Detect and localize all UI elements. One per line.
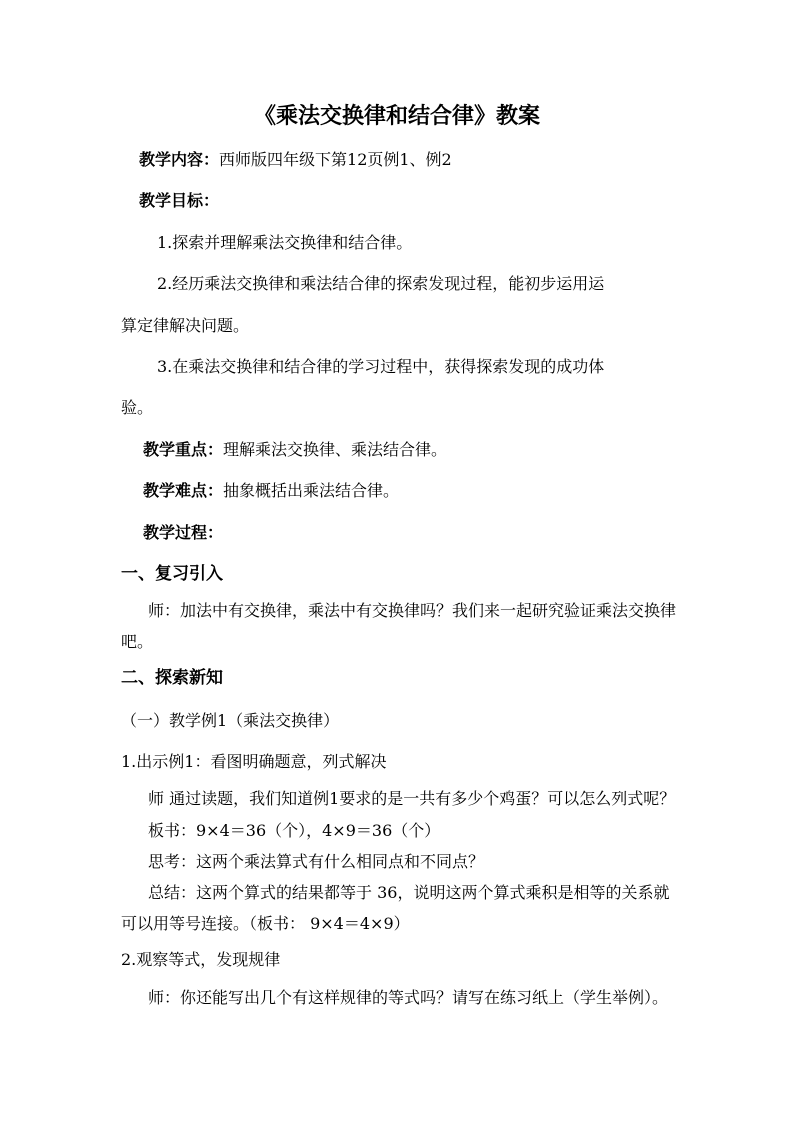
process-label: 教学过程： (143, 523, 224, 542)
difficulty-label: 教学难点： (143, 481, 224, 500)
objective-item-2-line-2: 算定律解决问题。 (121, 316, 250, 335)
objective-item-1: 1.探索并理解乘法交换律和结合律。 (157, 233, 413, 252)
objectives-label: 教学目标： (139, 191, 220, 210)
summary-line-1: 总结：这两个算式的结果都等于 36，说明这两个算式乘积是相等的关系就 (148, 883, 670, 902)
objective-item-2-line-1: 2.经历乘法交换律和乘法结合律的探索发现过程，能初步运用运 (157, 274, 605, 293)
key-point-text: 理解乘法交换律、乘法结合律。 (223, 440, 448, 459)
step-2-heading: 2.观察等式，发现规律 (121, 950, 281, 969)
blackboard-note-1: 板书：9×4＝36（个），4×9＝36（个） (148, 821, 441, 840)
section-2-heading: 二、探索新知 (121, 668, 223, 688)
objective-item-3-line-1: 3.在乘法交换律和结合律的学习过程中，获得探索发现的成功体 (157, 357, 605, 376)
think-question: 思考：这两个乘法算式有什么相同点和不同点？ (148, 852, 485, 871)
section-1-para-line-1: 师：加法中有交换律，乘法中有交换律吗？我们来一起研究验证乘法交换律 (148, 601, 677, 620)
key-point-label: 教学重点： (143, 440, 224, 459)
teaching-content-label: 教学内容： (139, 150, 220, 169)
teaching-content-text: 西师版四年级下第12页例1、例2 (219, 150, 452, 169)
teaching-content (139, 150, 452, 170)
section-1-para-line-2: 吧。 (121, 632, 154, 651)
difficulty (143, 481, 399, 501)
section-1-heading: 一、复习引入 (121, 564, 223, 584)
teacher-question-1: 师 通过读题，我们知道例1要求的是一共有多少个鸡蛋？可以怎么列式呢？ (148, 789, 676, 808)
summary-line-2: 可以用等号连接。（板书： 9×4＝4×9） (121, 914, 410, 933)
subsection-1-heading: （一）教学例1（乘法交换律） (121, 711, 340, 730)
document-title: 《乘法交换律和结合律》教案 (253, 103, 540, 129)
step-1-heading: 1.出示例1：看图明确题意，列式解决 (121, 752, 387, 771)
objective-item-3-line-2: 验。 (121, 398, 154, 417)
difficulty-text: 抽象概括出乘法结合律。 (223, 481, 400, 500)
teacher-question-2: 师：你还能写出几个有这样规律的等式吗？请写在练习纸上（学生举例）。 (148, 988, 669, 1007)
key-point (143, 440, 447, 460)
